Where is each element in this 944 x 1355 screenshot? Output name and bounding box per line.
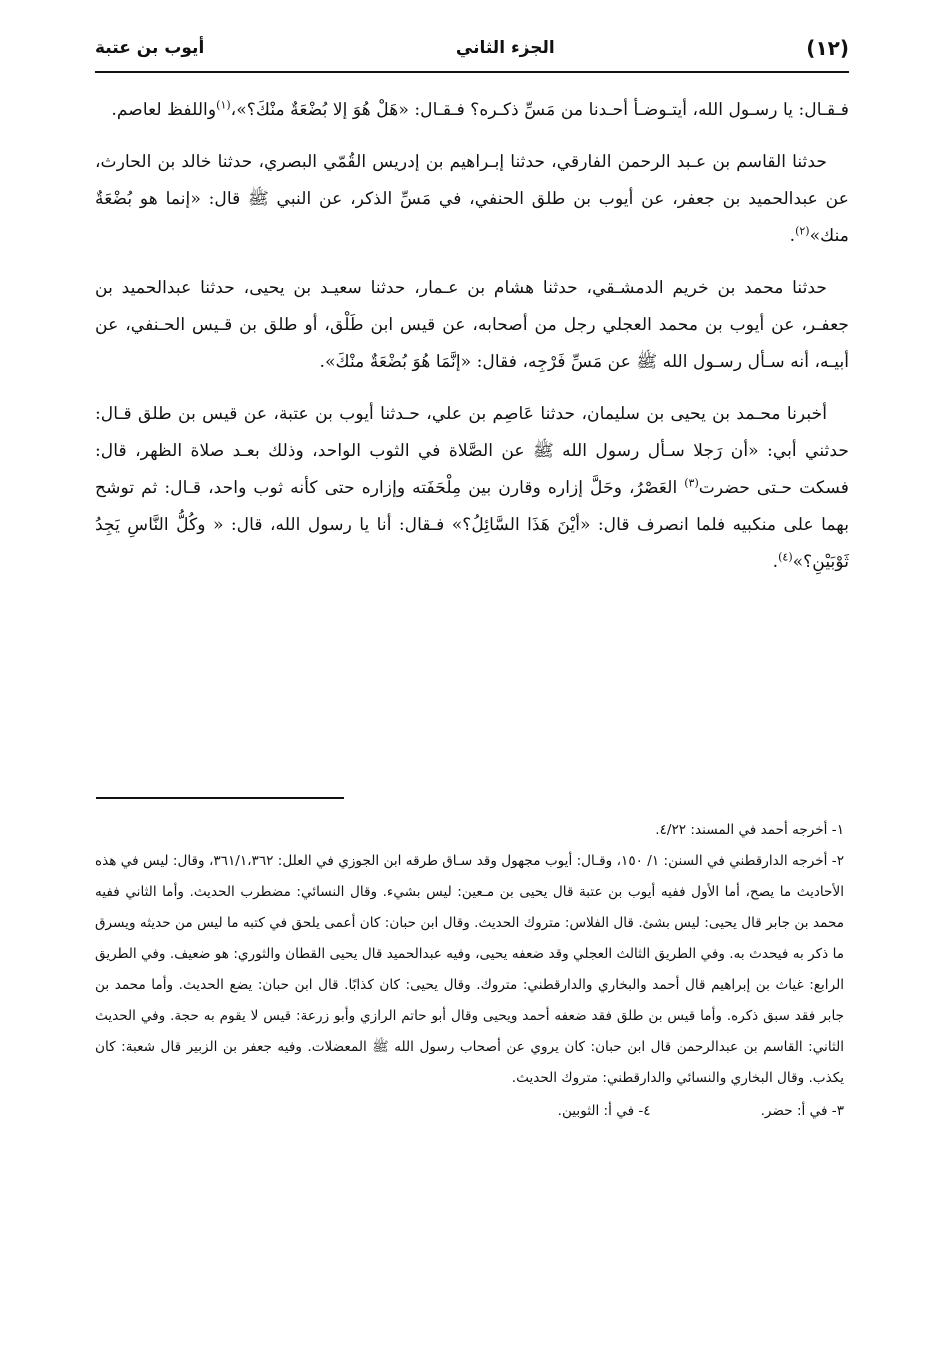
footnotes	[95, 815, 844, 1127]
footnote-3: ٣- في أ: حضر.	[760, 1103, 844, 1119]
paragraph-2-text: حدثنا القاسم بن عـبد الرحمن الفارقي، حدثنا إبـراهيم بن إدريس القُمّي البصري، حدثنا خالد بن الحارث، عن عبدالحميد بن جعفر، عن أيوب بن طلق الحنفي، في مَسِّ الذكر، عن النبي ﷺ قال: «إنما هو بُضْعَةٌ منك»	[95, 152, 849, 246]
paragraph-3-text: حدثنا محمد بن خريم الدمشـقي، حدثنا هشام بن عـمار، حدثنا سعيـد بن يحيى، حدثنا عبدالحميد بن جعفـر، عن أيوب بن محمد العجلي رجل من أصحابه، عن قيس ابن طَلْق، أو طلق بن قـيس الحـنفي، عن أبيـه، أنه سـأل رسـول الله ﷺ عن مَسِّ فَرْجِه، فقال: «إنَّمَا هُوَ بُضْعَةٌ منْكَ».	[95, 278, 849, 372]
paragraph-4-text-a: أخبرنا محـمد بن يحيى بن سليمان، حدثنا عَاصِم بن علي، حـدثنا أيوب بن عتبة، عن قيس بن طلق قـال: حدثني أبي: «أن رَجلا سـأل رسول الله ﷺ عن الصَّلاة في الثوب الواحد، وذلك بعـد صلاة الظهر، قال: فسكت حـتى حضرت	[95, 404, 850, 498]
paragraph-2-tail: .	[789, 226, 796, 246]
paragraph-1-text: فـقـال: يا رسـول الله، أيتـوضـأ أحـدنا من مَسِّ ذكـره؟ فـقـال: «هَلْ هُوَ إلا بُضْعَةٌ منْكَ؟»،	[230, 100, 849, 120]
footnote-ref-2: (٢)	[795, 224, 810, 238]
paragraph-2	[95, 144, 849, 255]
footnote-divider	[96, 797, 344, 799]
footnotes-3-4	[95, 1096, 844, 1127]
paragraph-1-tail: واللفظ لعاصم.	[111, 100, 217, 120]
main-text	[95, 92, 849, 596]
page-number: (١٢)	[806, 36, 849, 60]
paragraph-4-text-b: العَصْرُ، وحَلَّ إزاره وقارن بين مِلْحَفَته وإزاره حتى كأنه ثوب واحد، قـال: ثم توشح بهما على منكبيه فلما انصرف قال: «أيْنَ هَذَا السَّائِلُ؟» فـقال: أنا يا رسول الله، قال: « وكُلُّ النَّاسِ يَجِدُ ثَوْبَيْنِ؟»	[95, 478, 849, 572]
footnote-2: ٢- أخرجه الدارقطني في السنن: ١/ ١٥٠، وقـال: أيوب مجهول وقد سـاق طرقه ابن الجوزي في العلل: ٣٦١/١،٣٦٢، وقال: ليس في هذه الأحاديث ما يصح، أما الأول ففيه أيوب بن عتبة قال يحيى بن مـعين: ليس بشيء. وقال النسائي: مضطرب الحديث. وأما الثاني ففيه محمد بن جابر قال يحيى: ليس بشئ. قال الفلاس: متروك الحديث. وقال ابن حبان: كان أعمى يلحق في كتبه ما ليس من حديثه ويسرق ما ذكر به فيحدث به. وفي الطريق الثالث العجلي وقد ضعفه يحيى، وفيه عبدالحميد قال يحيى القطان والثوري: هو ضعيف. وفي الطريق الرابع: غياث بن إبراهيم قال أحمد والبخاري والدارقطني: متروك. وقال يحيى: كان كذابًا. قال ابن حبان: يضع الحديث. وأما محمد بن جابر فقد سبق ذكره. وأما قيس بن طلق فقد ضعفه أحمد ويحيى وقال أبو حاتم الرازي وأبو زرعة: قيس لا يقوم به حجة. وفي الحديث الثاني: القاسم بن عبدالرحمن قال ابن حبان: كان يروي عن أصحاب رسول الله ﷺ المعضلات. وفيه جعفر بن الزبير قال شعبة: كان يكذب. وقال البخاري والنسائي والدارقطني: متروك الحديث.	[95, 853, 845, 1086]
header-divider	[95, 71, 849, 73]
paragraph-4	[95, 396, 849, 581]
running-title: أيوب بن عتبة	[95, 38, 205, 58]
part-title: الجزء الثاني	[455, 38, 555, 58]
footnote-4: ٤- في أ: الثوبين.	[557, 1103, 651, 1119]
paragraph-3	[95, 270, 849, 381]
running-header	[95, 30, 849, 66]
footnote-ref-4: (٤)	[778, 550, 793, 564]
footnote-1: ١- أخرجه أحمد في المسند: ٤/٢٢.	[655, 822, 844, 838]
footnote-ref-1: (١)	[216, 98, 231, 112]
paragraph-1	[95, 92, 849, 129]
paragraph-4-tail: .	[772, 552, 779, 572]
footnote-ref-3: (٣)	[684, 476, 699, 490]
